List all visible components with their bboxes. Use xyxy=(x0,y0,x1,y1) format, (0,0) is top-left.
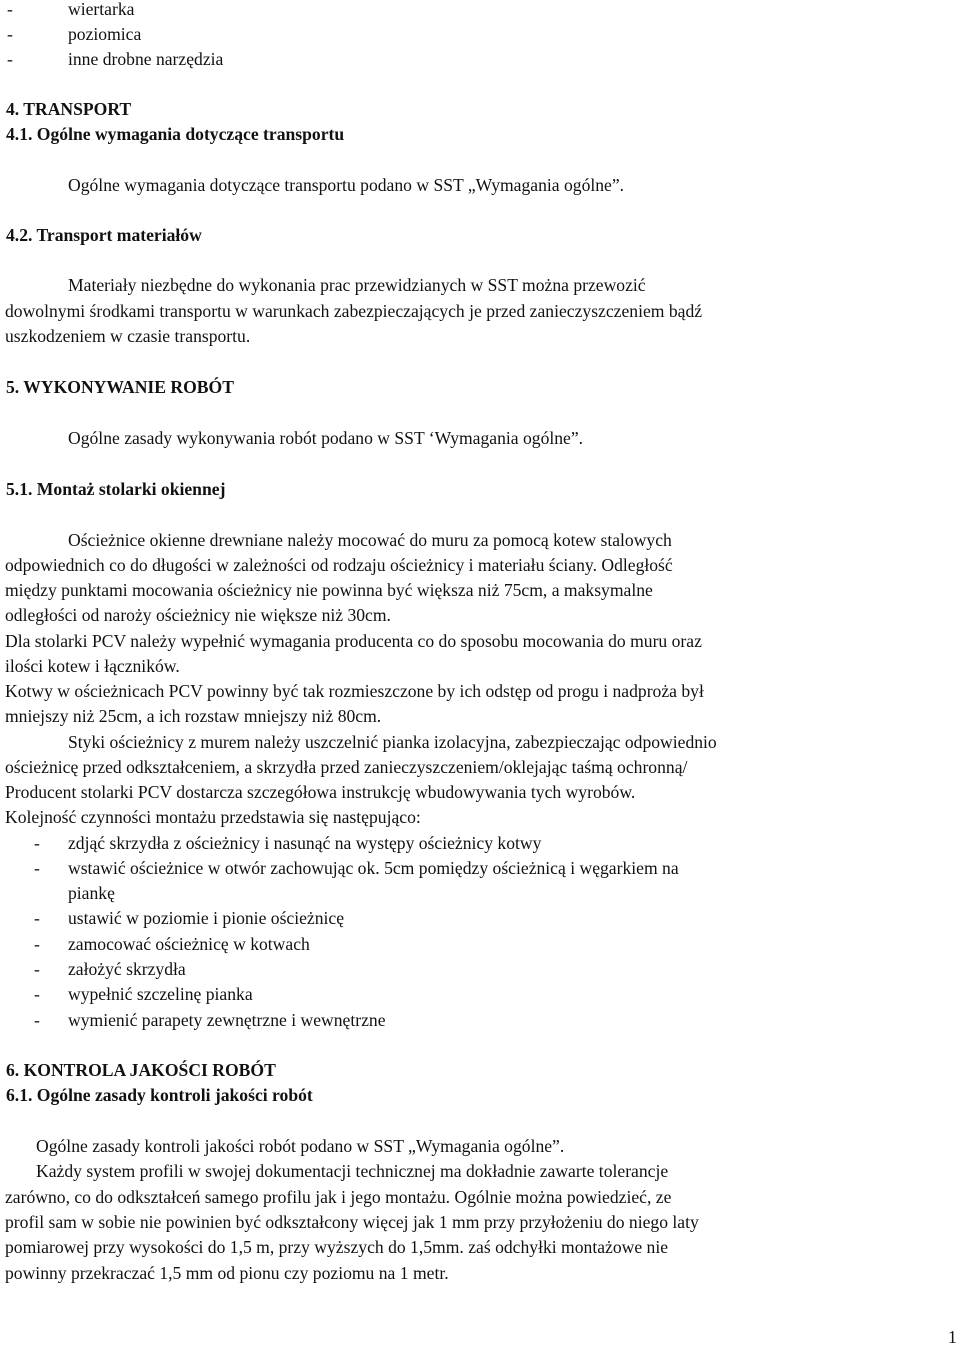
paragraph-line: Producent stolarki PCV dostarcza szczegółowa instrukcję wbudowywania tych wyrobów. xyxy=(5,782,636,802)
paragraph-line: dowolnymi środkami transportu w warunkach zabezpieczających je przed zanieczyszczeniem bądź xyxy=(5,301,703,321)
section-5-heading: 5. WYKONYWANIE ROBÓT xyxy=(6,377,234,397)
page-number: 1 xyxy=(948,1327,957,1347)
section-5-intro: Ogólne zasady wykonywania robót podano w SST ‘Wymagania ogólne”. xyxy=(68,428,584,448)
paragraph-line: powinny przekraczać 1,5 mm od pionu czy poziomu na 1 metr. xyxy=(5,1263,449,1283)
paragraph-line: Ogólne zasady kontroli jakości robót podano w SST „Wymagania ogólne”. xyxy=(36,1136,565,1156)
paragraph-line: Kotwy w ościeżnicach PCV powinny być tak rozmieszczone by ich odstęp od progu i nadproża był xyxy=(5,681,704,701)
section-4-1-text: Ogólne wymagania dotyczące transportu podano w SST „Wymagania ogólne”. xyxy=(68,175,625,195)
section-6-1-heading: 6.1. Ogólne zasady kontroli jakości robót xyxy=(6,1085,313,1105)
paragraph-line: ościeżnicę przed odkształceniem, a skrzydła przed zanieczyszczeniem/oklejając taśmą ochronną/ xyxy=(5,757,688,777)
paragraph-line: Materiały niezbędne do wykonania prac przewidzianych w SST można przewozić xyxy=(68,275,646,295)
section-5-1-heading: 5.1. Montaż stolarki okiennej xyxy=(6,479,226,499)
paragraph-line: odległości od naroży ościeżnicy nie większe niż 30cm. xyxy=(5,605,391,625)
paragraph-line: mniejszy niż 25cm, a ich rozstaw mniejszy niż 80cm. xyxy=(5,706,382,726)
section-4-heading: 4. TRANSPORT xyxy=(6,99,132,119)
paragraph-line: pomiarowej przy wysokości do 1,5 m, przy wyższych do 1,5mm. zaś odchyłki montażowe nie xyxy=(5,1237,669,1257)
paragraph-line: odpowiednich co do długości w zależności od rodzaju ościeżnicy i materiału ściany. Odległość xyxy=(5,555,673,575)
section-4-1-heading: 4.1. Ogólne wymagania dotyczące transportu xyxy=(6,124,345,144)
paragraph-line: Styki ościeżnicy z murem należy uszczelnić pianka izolacyjna, zabezpieczając odpowiednio xyxy=(68,732,717,752)
paragraph-line: Każdy system profili w swojej dokumentacji technicznej ma dokładnie zawarte tolerancje xyxy=(36,1161,669,1181)
paragraph-line: ilości kotew i łączników. xyxy=(5,656,180,676)
paragraph-line: Dla stolarki PCV należy wypełnić wymagania producenta co do sposobu mocowania do muru oraz xyxy=(5,631,702,651)
paragraph-line: Kolejność czynności montażu przedstawia się następująco: xyxy=(5,807,421,827)
paragraph-line: uszkodzeniem w czasie transportu. xyxy=(5,326,251,346)
section-4-2-heading: 4.2. Transport materiałów xyxy=(6,225,202,245)
paragraph-line: zarówno, co do odkształceń samego profilu jak i jego montażu. Ogólnie można powiedzieć, ze xyxy=(5,1187,672,1207)
paragraph-line: profil sam w sobie nie powinien być odkształcony więcej jak 1 mm przy przyłożeniu do niego laty xyxy=(5,1212,699,1232)
paragraph-line: Ościeżnice okienne drewniane należy mocować do muru za pomocą kotew stalowych xyxy=(68,530,672,550)
section-6-heading: 6. KONTROLA JAKOŚCI ROBÓT xyxy=(6,1060,276,1080)
paragraph-line: między punktami mocowania ościeżnicy nie powinna być większa niż 75cm, a maksymalne xyxy=(5,580,653,600)
list-item-continuation: piankę xyxy=(68,883,115,903)
